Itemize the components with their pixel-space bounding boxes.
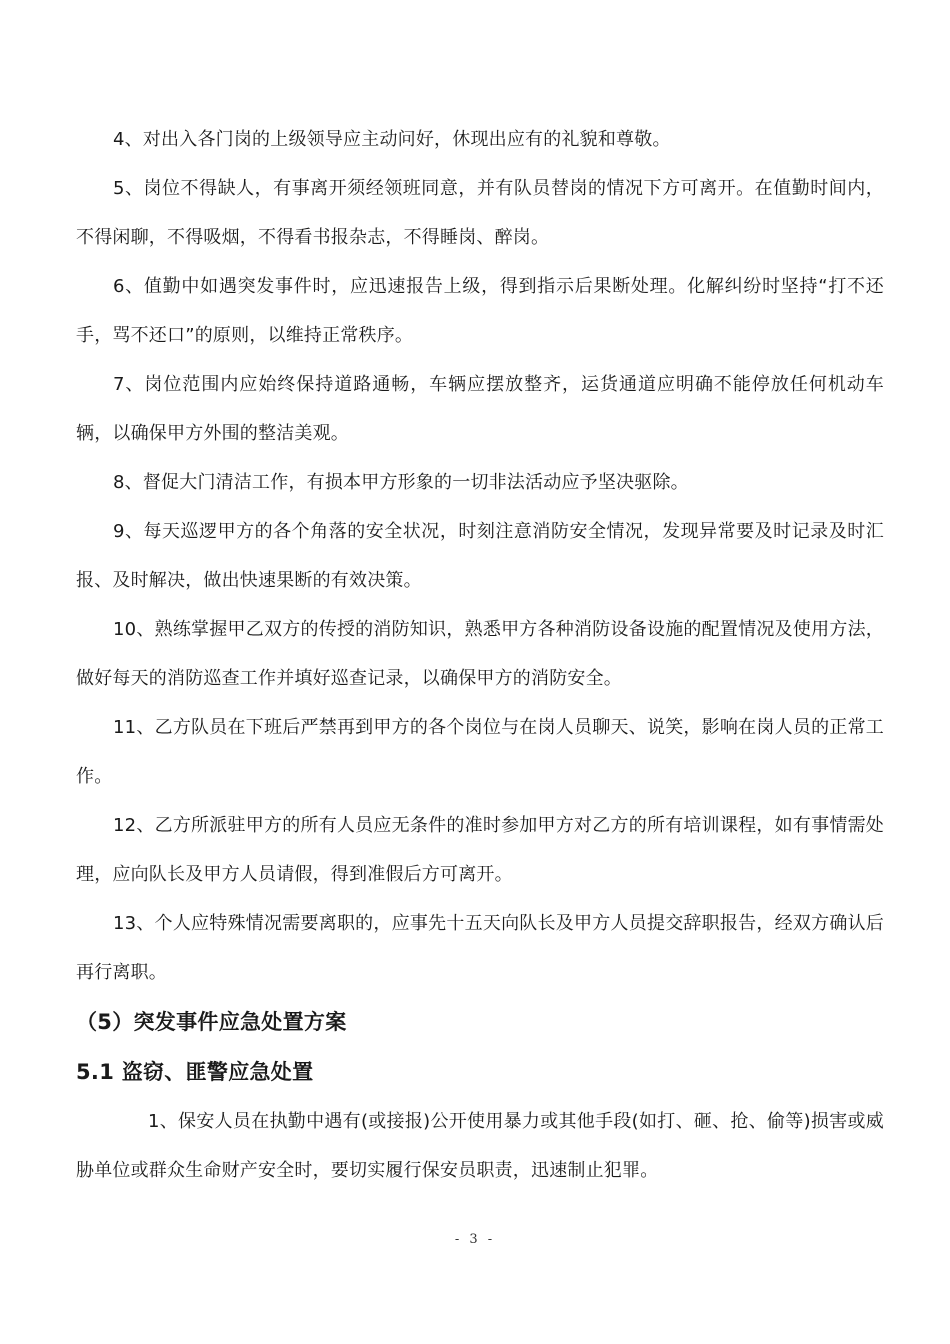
subsection-paragraph: 1、保安人员在执勤中遇有(或接报)公开使用暴力或其他手段(如打、砸、抢、偷等)损害或威胁单位或群众生命财产安全时，要切实履行保安员职责，迅速制止犯罪。 [76, 1111, 884, 1181]
section-heading: （5）突发事件应急处置方案 [76, 1010, 347, 1034]
rule-paragraph-11: 11、乙方队员在下班后严禁再到甲方的各个岗位与在岗人员聊天、说笑，影响在岗人员的正常工作。 [76, 717, 884, 787]
page-number: - 3 - [454, 1232, 496, 1247]
rule-paragraph-12: 12、乙方所派驻甲方的所有人员应无条件的准时参加甲方对乙方的所有培训课程，如有事情需处理，应向队长及甲方人员请假，得到准假后方可离开。 [76, 815, 884, 885]
rule-paragraph-9: 9、每天巡逻甲方的各个角落的安全状况，时刻注意消防安全情况，发现异常要及时记录及时汇报、及时解决，做出快速果断的有效决策。 [76, 521, 884, 591]
rule-paragraph-8: 8、督促大门清洁工作，有损本甲方形象的一切非法活动应予坚决驱除。 [113, 472, 689, 493]
document-body [76, 115, 884, 1195]
rule-paragraph-5: 5、岗位不得缺人，有事离开须经领班同意，并有队员替岗的情况下方可离开。在值勤时间内，不得闲聊，不得吸烟，不得看书报杂志，不得睡岗、醉岗。 [76, 178, 884, 248]
rule-paragraph-13: 13、个人应特殊情况需要离职的，应事先十五天向队长及甲方人员提交辞职报告，经双方确认后再行离职。 [76, 913, 884, 983]
subsection-heading: 5.1 盗窃、匪警应急处置 [76, 1060, 314, 1084]
rule-paragraph-6: 6、值勤中如遇突发事件时，应迅速报告上级，得到指示后果断处理。化解纠纷时坚持“打不还手，骂不还口”的原则，以维持正常秩序。 [76, 276, 884, 346]
rule-paragraph-10: 10、熟练掌握甲乙双方的传授的消防知识，熟悉甲方各种消防设备设施的配置情况及使用方法，做好每天的消防巡查工作并填好巡查记录，以确保甲方的消防安全。 [76, 619, 884, 689]
rule-paragraph-4: 4、对出入各门岗的上级领导应主动问好，休现出应有的礼貌和尊敬。 [113, 129, 671, 150]
rule-paragraph-7: 7、岗位范围内应始终保持道路通畅，车辆应摆放整齐，运货通道应明确不能停放任何机动车辆，以确保甲方外围的整洁美观。 [76, 374, 884, 444]
